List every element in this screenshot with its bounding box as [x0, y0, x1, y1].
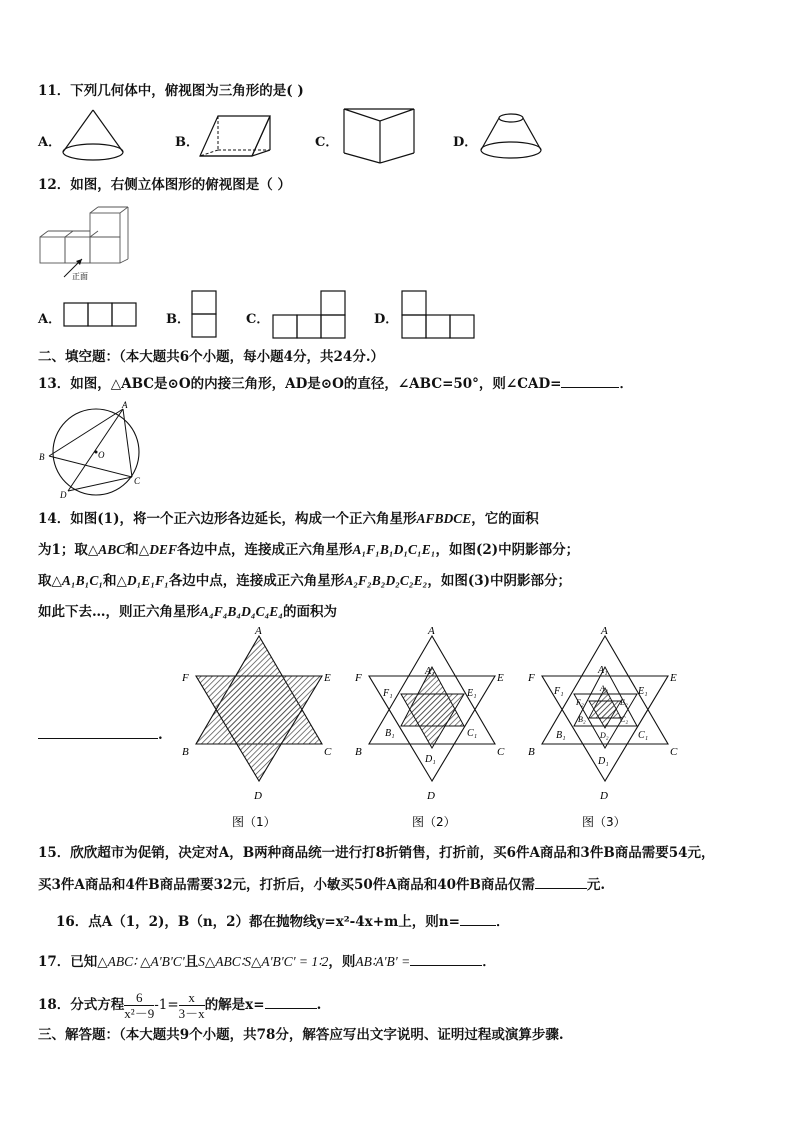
q14-line3 — [38, 572, 571, 590]
q14-line4-a: 如此下去…，则正六角星形 — [38, 604, 200, 620]
q13-label-c: C — [134, 476, 141, 486]
q13-label-b: B — [39, 452, 45, 462]
q15-answer-blank[interactable] — [535, 874, 587, 889]
q18-frac1-num: 6 — [124, 990, 154, 1006]
fig2-label-f1: F₁ — [383, 688, 393, 699]
q12-option-b-figure — [191, 290, 219, 340]
q13-circle-figure — [36, 398, 156, 502]
fig3-label-c2: C₂ — [620, 715, 629, 724]
q11-frustum-figure — [476, 110, 546, 162]
q11-option-c: C． — [315, 135, 339, 150]
q11-stem: 11．下列几何体中，俯视图为三角形的是( ) — [38, 83, 304, 99]
q18-answer-blank[interactable] — [265, 994, 317, 1009]
q16-answer-blank[interactable] — [460, 911, 496, 926]
fig3-label-c: C — [670, 746, 678, 758]
q11-triangular-prism-figure — [338, 105, 418, 165]
q18-fraction-2 — [179, 990, 205, 1021]
q13-stem — [38, 373, 633, 393]
q11-prism-figure — [196, 110, 276, 162]
fig1-label-e: E — [324, 672, 331, 684]
q17-area-ratio: S△ABC∶S△A'B'C' = 1∶2 — [198, 954, 329, 969]
q14-line4-b: 的面积为 — [283, 604, 338, 620]
q14-line4-star: A₄F₄B₄D₄C₄E₄ — [200, 604, 284, 619]
q14-line3-t1: A₁B₁C₁ — [61, 573, 104, 588]
q16-stem: 16．点A（1，2)，B（n，2）都在抛物线y=x²-4x+m上，则n= — [56, 914, 460, 930]
fig3-label-b2: B₂ — [578, 715, 586, 724]
fig3-label-c1: C₁ — [638, 730, 649, 741]
fig3-label-f: F — [528, 672, 535, 684]
fig1-label-f: F — [182, 672, 189, 684]
q14-answer-blank[interactable] — [38, 724, 158, 739]
q14-line3-c: 各边中点，连接成正六角星形 — [168, 573, 345, 589]
q14-line1-text: 14．如图(1)，将一个正六边形各边延长，构成一个正六角星形 — [38, 511, 417, 527]
q15-line2-text: 买3件A商品和4件B商品需要32元，打折后，小敏买50件A商品和40件B商品仅需 — [38, 877, 535, 893]
fig3-caption: 图（3） — [582, 815, 626, 829]
q14-line2-b: 和△ — [125, 542, 150, 558]
q11-option-a: A． — [38, 135, 62, 150]
fig3-label-e1: E₁ — [638, 686, 648, 697]
fig2-label-a: A — [428, 625, 435, 637]
q15-line1: 15．欣欣超市为促销，决定对A，B两种商品统一进行打8折销售，打折前，买6件A商品和3件B商品需要54元， — [38, 845, 715, 861]
fig3-label-b: B — [528, 746, 535, 758]
fig3-label-f2: F₂ — [576, 698, 584, 707]
fig2-label-b: B — [355, 746, 362, 758]
q17-end: ． — [482, 954, 496, 970]
q13-label-o: O — [98, 450, 105, 460]
q13-stem-text: 13．如图，△ABC是⊙O的内接三角形，AD是⊙O的直径，∠ABC=50°，则∠CAD= — [38, 376, 562, 392]
q14-line2-c: 各边中点，连接成正六角星形 — [176, 542, 353, 558]
q15-line2 — [38, 874, 605, 894]
fig3-label-d2: D₂ — [600, 731, 609, 740]
fig1-label-b: B — [182, 746, 189, 758]
q14-line1-end: ，它的面积 — [471, 511, 539, 527]
q18-fraction-1 — [124, 990, 154, 1021]
fig3-label-b1: B₁ — [556, 730, 566, 741]
fig2-label-c1: C₁ — [467, 728, 478, 739]
q14-line2 — [38, 541, 579, 559]
q17-a: 17．已知 — [38, 954, 98, 970]
fig2-label-a1: A₁ — [425, 666, 435, 677]
q18-frac2-den: 3－x — [178, 1006, 205, 1021]
section2-heading: 二、填空题：（本大题共6个小题，每小题4分，共24分.） — [38, 349, 385, 365]
q14-line4 — [38, 603, 337, 621]
fig3-label-f1: F₁ — [554, 686, 564, 697]
q15-line2-end: 元. — [586, 877, 606, 893]
q13-label-d: D — [60, 490, 67, 500]
q12-front-label: 正面 — [72, 272, 88, 281]
section3-heading: 三、解答题：（本大题共9个小题，共78分，解答应写出文字说明、证明过程或演算步骤. — [38, 1027, 564, 1043]
q17-line — [38, 951, 496, 971]
q16-end: ． — [495, 914, 510, 930]
q14-line3-star: A₂F₂B₂D₂C₂E₂ — [344, 573, 428, 588]
q17-b: 且 — [184, 954, 199, 970]
fig2-caption: 图（2） — [412, 815, 456, 829]
q12-option-a-figure — [63, 302, 139, 328]
fig3-label-e2: E₂ — [620, 698, 628, 707]
q14-answer — [38, 724, 163, 744]
q18-end: . — [316, 997, 322, 1013]
fig2-label-c: C — [497, 746, 505, 758]
fig2-label-d: D — [427, 790, 435, 802]
fig2-label-e1: E₁ — [467, 688, 477, 699]
q12-option-a: A． — [38, 312, 62, 327]
fig3-label-d: D — [600, 790, 608, 802]
fig3-label-d1: D₁ — [598, 756, 609, 767]
q14-line2-star: A₁F₁B₁D₁C₁E₁ — [352, 542, 436, 557]
q14-figure-3 — [527, 625, 678, 829]
q14-line3-t2: D₁E₁F₁ — [126, 573, 169, 588]
q17-similar: △ABC∶ △A'B'C' — [97, 954, 185, 969]
q14-line1 — [38, 510, 539, 528]
q12-option-c: C． — [246, 312, 270, 327]
q14-line2-a: 为1；取△ — [38, 542, 99, 558]
q14-line2-d: ，如图(2)中阴影部分； — [435, 542, 580, 558]
fig3-label-a2: A₂ — [600, 684, 608, 693]
fig1-label-d: D — [254, 790, 262, 802]
q11-option-b: B． — [175, 135, 199, 150]
fig2-label-f: F — [355, 672, 362, 684]
q12-option-d-figure — [400, 290, 478, 340]
q13-answer-blank[interactable] — [561, 373, 619, 388]
fig2-label-d1: D₁ — [425, 754, 436, 765]
q14-line3-d: ，如图(3)中阴影部分； — [427, 573, 571, 589]
q14-line3-a: 取△ — [38, 573, 62, 589]
fig1-label-a: A — [255, 625, 262, 637]
q11-option-d: D． — [453, 135, 478, 150]
q13-stem-end: ． — [619, 376, 633, 392]
fig2-label-e: E — [497, 672, 504, 684]
q14-figures — [170, 622, 700, 832]
q14-answer-end: . — [158, 727, 163, 743]
q12-option-d: D． — [374, 312, 399, 327]
q14-figure-2 — [354, 625, 505, 829]
q18-a: 18．分式方程 — [38, 997, 125, 1013]
fig1-label-c: C — [324, 746, 332, 758]
q18-frac1-den: x²－9 — [124, 1006, 155, 1021]
q12-stem: 12．如图，右侧立体图形的俯视图是（ ） — [38, 177, 291, 193]
fig3-label-a1: A₁ — [598, 665, 608, 676]
q18-frac2-num: x — [179, 990, 205, 1006]
q18-b: 的解是x= — [204, 997, 265, 1013]
q16-line — [56, 911, 509, 931]
q17-answer-blank[interactable] — [410, 951, 482, 966]
q14-star-name: AFBDCE — [416, 511, 472, 526]
q17-c: ，则 — [328, 954, 356, 970]
fig1-caption: 图（1） — [232, 815, 276, 829]
q14-line2-abc: ABC — [98, 542, 126, 557]
q13-label-a: A — [122, 400, 128, 410]
q12-option-c-figure — [271, 290, 349, 340]
q18-line — [38, 990, 321, 1021]
q14-figure-1 — [181, 625, 332, 829]
q11-cone-figure — [58, 105, 128, 165]
q14-line2-def: DEF — [149, 542, 177, 557]
fig3-label-a: A — [601, 625, 608, 637]
fig2-label-b1: B₁ — [385, 728, 395, 739]
q14-line3-b: 和△ — [103, 573, 127, 589]
q17-side-ratio: AB∶A'B' = — [355, 954, 411, 969]
q12-solid-figure — [38, 203, 138, 285]
q18-mid: -1= — [154, 997, 179, 1013]
fig3-label-e: E — [670, 672, 677, 684]
q12-option-b: B． — [166, 312, 190, 327]
